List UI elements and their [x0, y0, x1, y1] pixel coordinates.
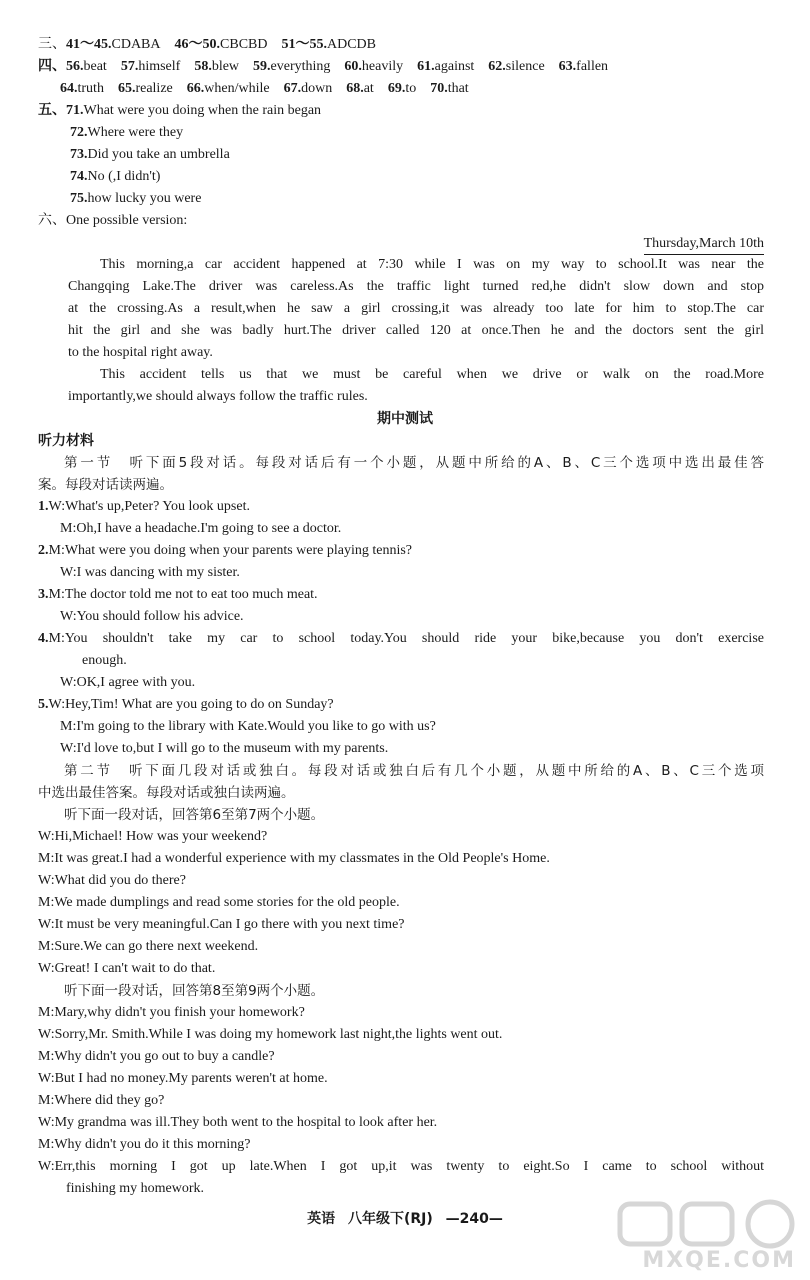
dialogue-line: M:We made dumplings and read some stories for the old people. [38, 895, 400, 910]
part2-sub-instruction: 听下面一段对话，回答第6至第7两个小题。 [64, 807, 325, 823]
essay-line: This morning,a car accident happened at 7:30 while I was on my way to school.It was near the [100, 257, 764, 272]
dialogue-line: W:I'd love to,but I will go to the museum with my parents. [60, 741, 389, 756]
footer-grade: 八年级下(RJ) [347, 1211, 433, 1227]
listening-heading: 听力材料 [38, 433, 94, 449]
dialogue-line: finishing my homework. [66, 1181, 205, 1196]
answer-75: 75.how lucky you were [70, 191, 202, 206]
dialogue-line: M:Why didn't you do it this morning? [38, 1137, 251, 1152]
part2-instruction: 中选出最佳答案。每段对话或独白读两遍。 [38, 785, 295, 801]
essay-line: to the hospital right away. [68, 345, 213, 360]
dialogue-line: W:Great! I can't wait to do that. [38, 961, 216, 976]
dialogue-line: 1.W:What's up,Peter? You look upset. [38, 499, 250, 514]
part1-instruction: 第一节 听下面5段对话。每段对话后有一个小题，从题中所给的A、B、C三个选项中选出最佳答 [64, 455, 764, 471]
midterm-title: 期中测试 [377, 411, 433, 427]
essay-line: importantly,we should always follow the traffic rules. [68, 389, 368, 404]
dialogue-line: M:Sure.We can go there next weekend. [38, 939, 259, 954]
dialogue-line: M:Oh,I have a headache.I'm going to see a doctor. [60, 521, 342, 536]
answer-73: 73.Did you take an umbrella [70, 147, 230, 162]
dialogue-line: M:Mary,why didn't you finish your homework? [38, 1005, 305, 1020]
part1-instruction: 案。每段对话读两遍。 [38, 477, 173, 493]
footer-subject: 英语 [307, 1211, 336, 1227]
part2-instruction: 第二节 听下面几段对话或独白。每段对话或独白后有几个小题，从题中所给的A、B、C三个选项 [64, 763, 764, 779]
essay-line: hit the girl and she was badly hurt.The driver called 120 at once.Then he and the doctors sent the girl [68, 323, 764, 338]
answer-row-section4b: 64.truth 65.realize 66.when/while 67.down 68.at 69.to 70.that [60, 81, 469, 96]
dialogue-line: W:It must be very meaningful.Can I go there with you next time? [38, 917, 405, 932]
essay-date: Thursday,March 10th [644, 234, 764, 255]
dialogue-line: 5.W:Hey,Tim! What are you going to do on Sunday? [38, 697, 334, 712]
dialogue-line: 2.M:What were you doing when your parents were playing tennis? [38, 543, 413, 558]
dialogue-line: W:Hi,Michael! How was your weekend? [38, 829, 268, 844]
watermark-text: MXQE.COM [642, 1248, 796, 1273]
dialogue-line: M:I'm going to the library with Kate.Would you like to go with us? [60, 719, 436, 734]
dialogue-line: 3.M:The doctor told me not to eat too much meat. [38, 587, 318, 602]
dialogue-line: enough. [82, 653, 127, 668]
dialogue-line: M:It was great.I had a wonderful experience with my classmates in the Old People's Home. [38, 851, 550, 866]
dialogue-line: 4.M:You shouldn't take my car to school today.You should ride your bike,because you don't exercise [38, 631, 764, 646]
answer-72: 72.Where were they [70, 125, 184, 140]
essay-line: at the crossing.As a result,when he saw a girl crossing,it was already too late for him to stop.The car [68, 301, 764, 316]
dialogue-line: W:I was dancing with my sister. [60, 565, 240, 580]
footer-page-number: —240— [445, 1211, 503, 1227]
dialogue-line: W:Err,this morning I got up late.When I got up,it was twenty to eight.So I came to school without [38, 1159, 764, 1174]
dialogue-line: W:But I had no money.My parents weren't at home. [38, 1071, 328, 1086]
dialogue-line: W:My grandma was ill.They both went to the hospital to look after her. [38, 1115, 438, 1130]
answer-row-section4a: 四、56.beat 57.himself 58.blew 59.everything 60.heavily 61.against 62.silence 63.fallen [38, 59, 609, 74]
dialogue-line: W:Sorry,Mr. Smith.While I was doing my homework last night,the lights went out. [38, 1027, 503, 1042]
essay-line: This accident tells us that we must be careful when we drive or walk on the road.More [100, 367, 764, 382]
answer-row-section3: 三、41～45.CDABA 46～50.CBCBD 51～55.ADCDB [38, 37, 376, 52]
answer-71: 五、71.What were you doing when the rain began [38, 103, 322, 118]
answer-74: 74.No (,I didn't) [70, 169, 161, 184]
part3-sub-instruction: 听下面一段对话，回答第8至第9两个小题。 [64, 983, 325, 999]
essay-line: Changqing Lake.The driver was careless.As the traffic light turned red,he didn't slow down and stop [68, 279, 764, 294]
section6-label: 六、One possible version: [38, 213, 188, 228]
dialogue-line: M:Why didn't you go out to buy a candle? [38, 1049, 275, 1064]
dialogue-line: W:What did you do there? [38, 873, 186, 888]
dialogue-line: W:You should follow his advice. [60, 609, 244, 624]
dialogue-line: M:Where did they go? [38, 1093, 165, 1108]
dialogue-line: W:OK,I agree with you. [60, 675, 196, 690]
